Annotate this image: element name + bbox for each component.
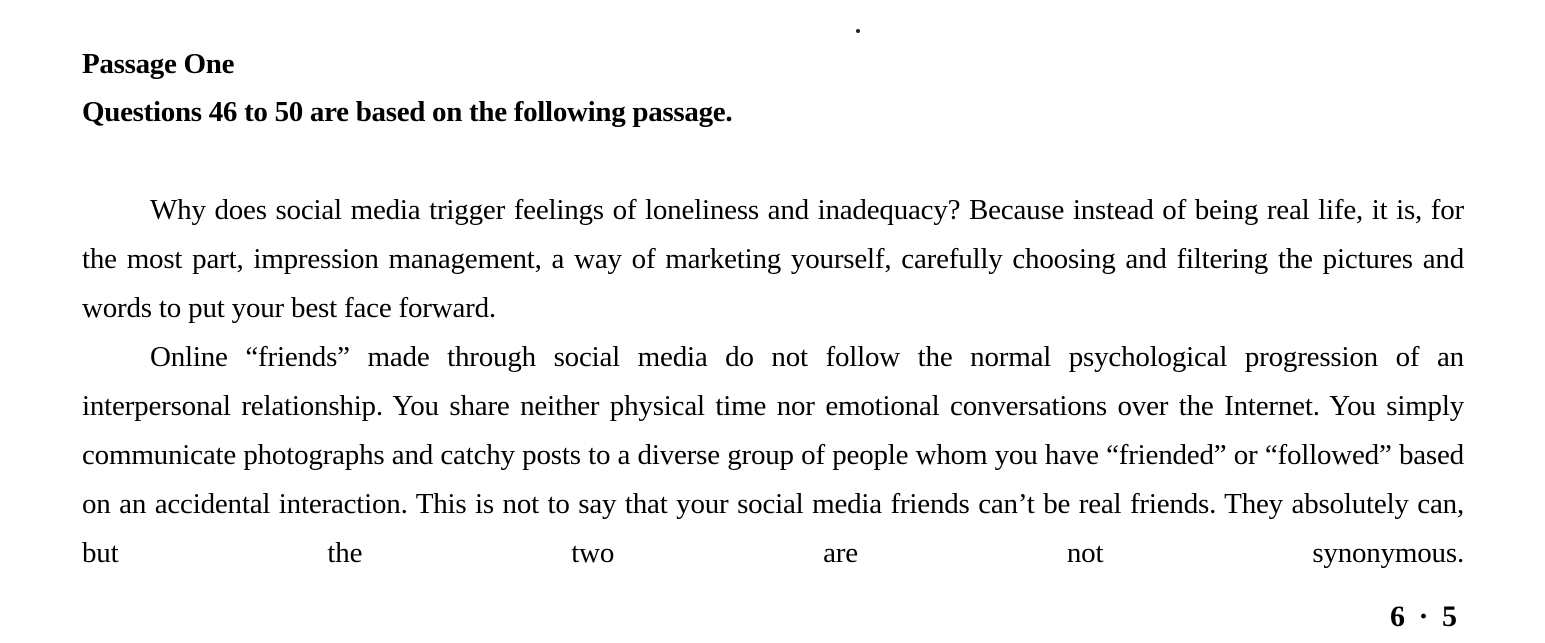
passage-title: Passage One [82,48,235,80]
question-instructions: Questions 46 to 50 are based on the following passage. [82,96,733,128]
passage-paragraph-2: Online “friends” made through social media do not follow the normal psychological progression of an interpersonal relationship. You share neither physical time nor emotional conversations over the Internet. You simply communicate photographs and catchy posts to a diverse group of people whom you have “friended” or “followed” based on an accidental interaction. This is not to say that your social media friends can’t be real friends. They absolutely can, but the two are not synonymous. [82,341,1464,569]
print-speck [856,29,860,33]
passage-body [82,186,1464,578]
page-number: 6 · 5 [1389,600,1457,633]
passage-paragraph-1: Why does social media trigger feelings of loneliness and inadequacy? Because instead of being real life, it is, for the most part, impression management, a way of marketing yourself, carefully choosing and filtering the pictures and words to put your best face forward. [82,194,1464,324]
